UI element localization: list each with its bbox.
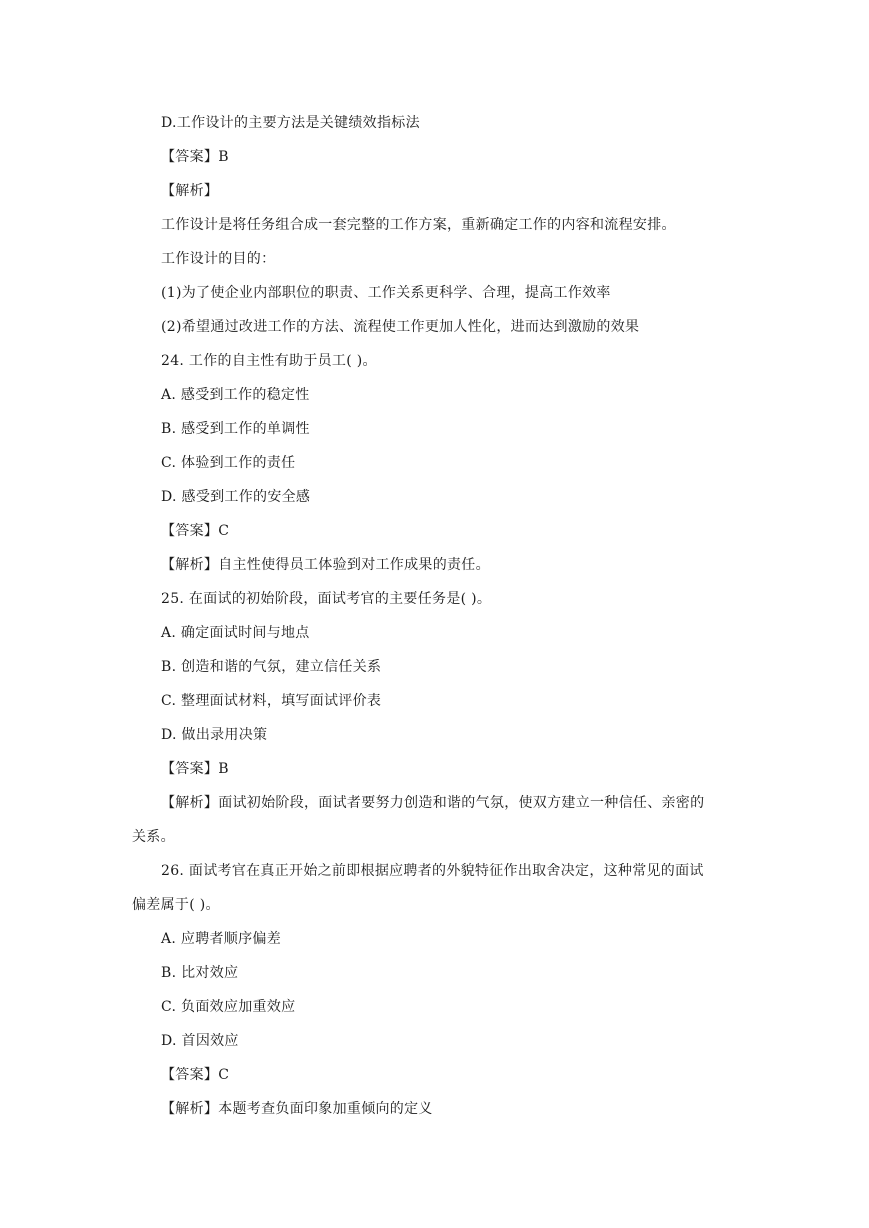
question-26: 26. 面试考官在真正开始之前即根据应聘者的外貌特征作出取舍决定，这种常见的面试 bbox=[161, 863, 704, 879]
option-a-q24: A. 感受到工作的稳定性 bbox=[161, 387, 310, 403]
question-24: 24. 工作的自主性有助于员工( )。 bbox=[161, 353, 377, 369]
analysis-purpose-2: (2)希望通过改进工作的方法、流程使工作更加人性化，进而达到激励的效果 bbox=[161, 319, 640, 335]
analysis-purpose-heading: 工作设计的目的： bbox=[161, 251, 276, 267]
option-d-q24: D. 感受到工作的安全感 bbox=[161, 489, 311, 505]
option-d-q26: D. 首因效应 bbox=[161, 1033, 239, 1049]
question-26-cont: 偏差属于( )。 bbox=[132, 897, 220, 913]
question-25: 25. 在面试的初始阶段，面试考官的主要任务是( )。 bbox=[161, 591, 492, 607]
analysis-q26: 【解析】本题考查负面印象加重倾向的定义 bbox=[161, 1101, 433, 1117]
answer-q26: 【答案】C bbox=[161, 1067, 230, 1083]
option-d-q25: D. 做出录用决策 bbox=[161, 727, 268, 743]
answer-q24: 【答案】C bbox=[161, 523, 230, 539]
answer-q25: 【答案】B bbox=[161, 761, 229, 777]
option-c-q26: C. 负面效应加重效应 bbox=[161, 999, 296, 1015]
analysis-purpose-1: (1)为了使企业内部职位的职责、工作关系更科学、合理，提高工作效率 bbox=[161, 285, 611, 301]
analysis-q25-cont: 关系。 bbox=[132, 829, 175, 845]
option-b-q26: B. 比对效应 bbox=[161, 965, 239, 981]
analysis-q25: 【解析】面试初始阶段，面试者要努力创造和谐的气氛，使双方建立一种信任、亲密的 bbox=[161, 795, 705, 811]
analysis-q24: 【解析】自主性使得员工体验到对工作成果的责任。 bbox=[161, 557, 490, 573]
option-c-q24: C. 体验到工作的责任 bbox=[161, 455, 296, 471]
option-d-q23: D.工作设计的主要方法是关键绩效指标法 bbox=[161, 115, 420, 131]
option-b-q24: B. 感受到工作的单调性 bbox=[161, 421, 310, 437]
answer-q23: 【答案】B bbox=[161, 149, 229, 165]
option-c-q25: C. 整理面试材料，填写面试评价表 bbox=[161, 693, 382, 709]
option-a-q26: A. 应聘者顺序偏差 bbox=[161, 931, 282, 947]
option-a-q25: A. 确定面试时间与地点 bbox=[161, 625, 310, 641]
analysis-text-q23: 工作设计是将任务组合成一套完整的工作方案，重新确定工作的内容和流程安排。 bbox=[161, 217, 676, 233]
analysis-heading-q23: 【解析】 bbox=[161, 183, 219, 199]
option-b-q25: B. 创造和谐的气氛，建立信任关系 bbox=[161, 659, 382, 675]
